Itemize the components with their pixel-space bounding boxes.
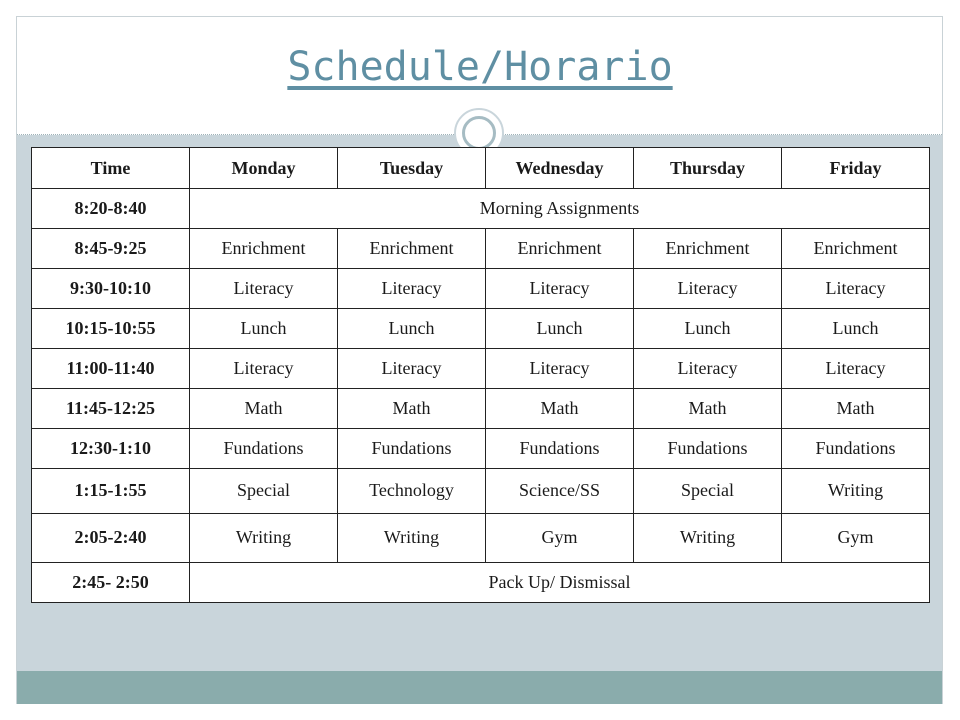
merged-activity-cell: Morning Assignments — [190, 189, 930, 229]
activity-cell: Enrichment — [486, 228, 634, 268]
activity-cell: Lunch — [338, 308, 486, 348]
table-row — [32, 562, 930, 602]
table-row — [32, 189, 930, 229]
activity-cell: Literacy — [338, 268, 486, 308]
activity-cell: Technology — [338, 468, 486, 513]
time-cell: 10:15-10:55 — [32, 308, 190, 348]
table-row — [32, 428, 930, 468]
page-title: Schedule/Horario — [287, 44, 673, 90]
header-wednesday: Wednesday — [486, 148, 634, 189]
activity-cell: Writing — [338, 513, 486, 562]
table-row — [32, 268, 930, 308]
activity-cell: Math — [782, 388, 930, 428]
activity-cell: Lunch — [190, 308, 338, 348]
activity-cell: Math — [486, 388, 634, 428]
header-time: Time — [32, 148, 190, 189]
time-cell: 1:15-1:55 — [32, 468, 190, 513]
activity-cell: Writing — [634, 513, 782, 562]
activity-cell: Fundations — [782, 428, 930, 468]
activity-cell: Lunch — [634, 308, 782, 348]
activity-cell: Enrichment — [782, 228, 930, 268]
header-monday: Monday — [190, 148, 338, 189]
time-cell: 8:45-9:25 — [32, 228, 190, 268]
time-cell: 12:30-1:10 — [32, 428, 190, 468]
activity-cell: Science/SS — [486, 468, 634, 513]
schedule-table — [31, 147, 930, 603]
table-row — [32, 468, 930, 513]
activity-cell: Gym — [782, 513, 930, 562]
table-row — [32, 228, 930, 268]
time-cell: 11:45-12:25 — [32, 388, 190, 428]
time-cell: 2:45- 2:50 — [32, 562, 190, 602]
activity-cell: Lunch — [782, 308, 930, 348]
activity-cell: Literacy — [634, 348, 782, 388]
activity-cell: Math — [190, 388, 338, 428]
time-cell: 8:20-8:40 — [32, 189, 190, 229]
table-row — [32, 388, 930, 428]
activity-cell: Enrichment — [634, 228, 782, 268]
table-row — [32, 308, 930, 348]
time-cell: 11:00-11:40 — [32, 348, 190, 388]
activity-cell: Literacy — [782, 348, 930, 388]
activity-cell: Writing — [190, 513, 338, 562]
table-row — [32, 348, 930, 388]
table-row — [32, 513, 930, 562]
time-cell: 9:30-10:10 — [32, 268, 190, 308]
merged-activity-cell: Pack Up/ Dismissal — [190, 562, 930, 602]
activity-cell: Literacy — [486, 268, 634, 308]
activity-cell: Fundations — [190, 428, 338, 468]
activity-cell: Fundations — [486, 428, 634, 468]
header-thursday: Thursday — [634, 148, 782, 189]
activity-cell: Fundations — [338, 428, 486, 468]
activity-cell: Literacy — [338, 348, 486, 388]
activity-cell: Enrichment — [338, 228, 486, 268]
activity-cell: Lunch — [486, 308, 634, 348]
header-row — [32, 148, 930, 189]
activity-cell: Literacy — [190, 268, 338, 308]
activity-cell: Math — [634, 388, 782, 428]
activity-cell: Gym — [486, 513, 634, 562]
header-tuesday: Tuesday — [338, 148, 486, 189]
activity-cell: Writing — [782, 468, 930, 513]
activity-cell: Literacy — [634, 268, 782, 308]
footer-band — [17, 671, 942, 704]
activity-cell: Literacy — [782, 268, 930, 308]
activity-cell: Math — [338, 388, 486, 428]
activity-cell: Literacy — [486, 348, 634, 388]
activity-cell: Enrichment — [190, 228, 338, 268]
activity-cell: Fundations — [634, 428, 782, 468]
activity-cell: Special — [190, 468, 338, 513]
activity-cell: Literacy — [190, 348, 338, 388]
header-friday: Friday — [782, 148, 930, 189]
time-cell: 2:05-2:40 — [32, 513, 190, 562]
activity-cell: Special — [634, 468, 782, 513]
